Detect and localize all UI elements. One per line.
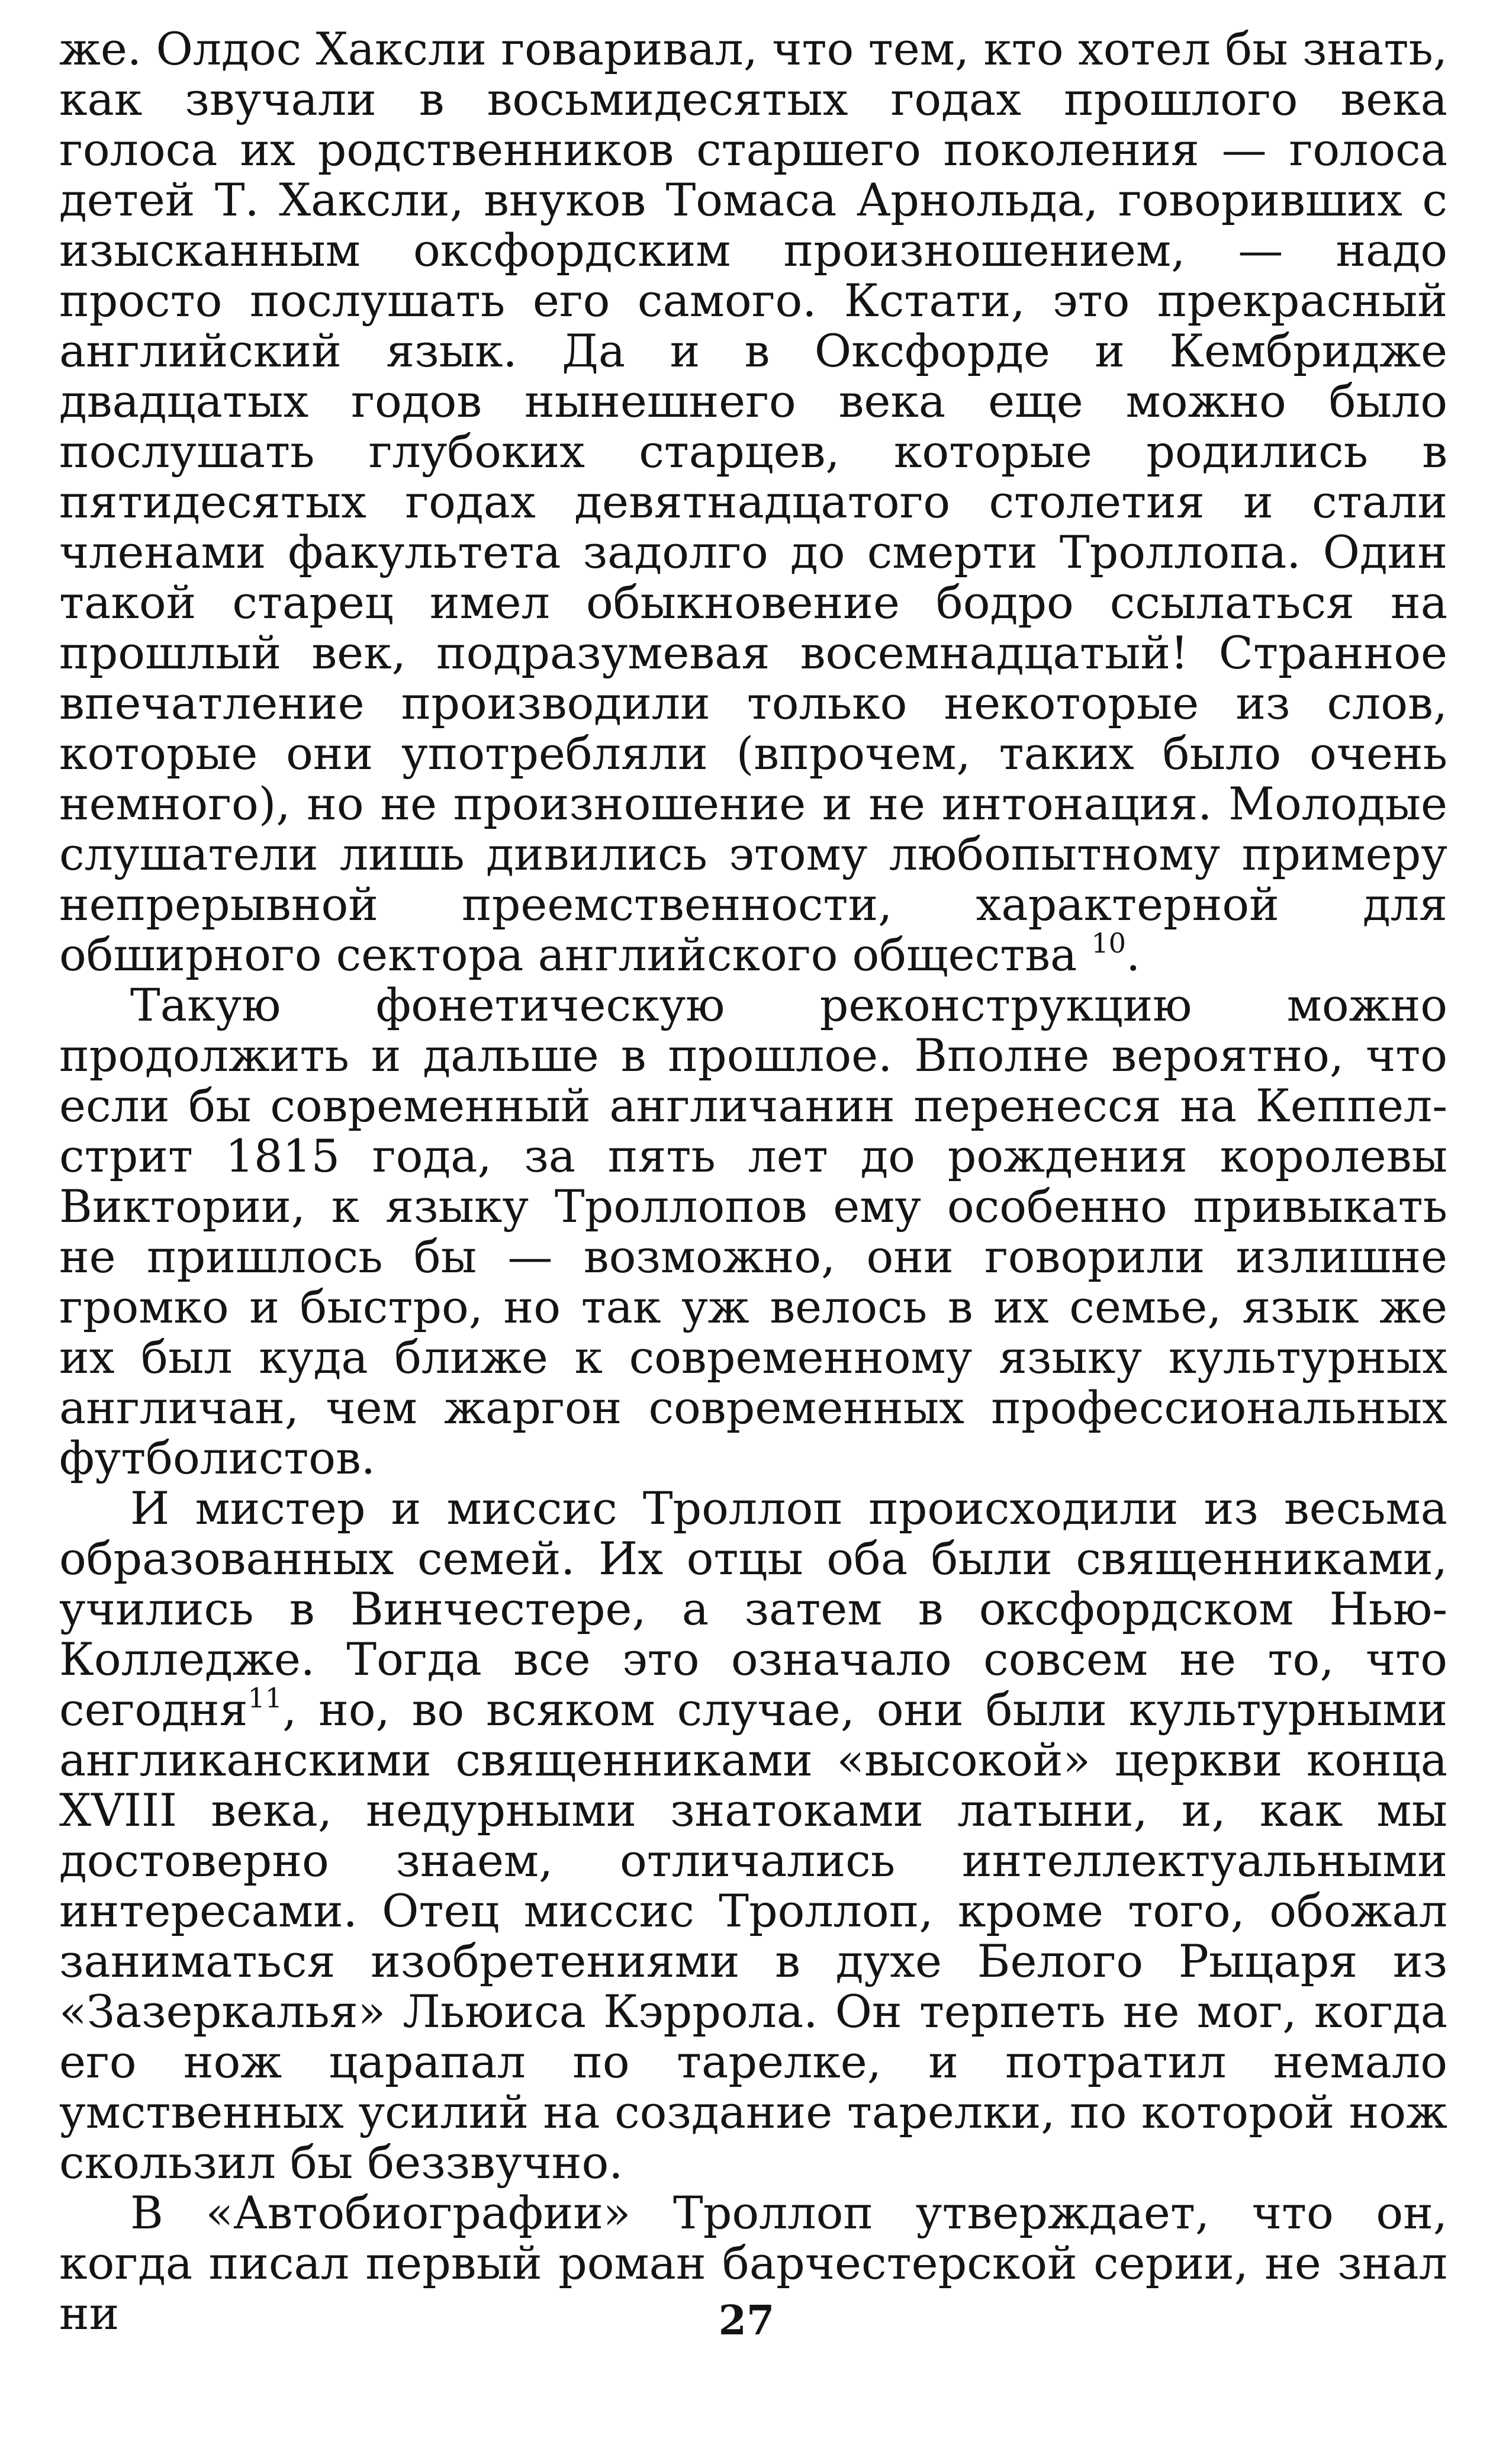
paragraph-3 bbox=[59, 1483, 1447, 2188]
paragraph-1 bbox=[59, 24, 1447, 980]
footnote-ref-10[interactable]: 10 bbox=[1091, 927, 1127, 959]
paragraph-2: Такую фонетическую реконструкцию можно продолжить и дальше в прошлое. Вполне вероятно, что если бы современный англичанин перенесся на Кеппел-стрит 1815 года, за пять лет до рождения королевы Виктории, к языку Троллопов ему особенно привыкать не пришлось бы — возможно, они говорили излишне громко и быстро, но так уж велось в их семье, язык же их был куда ближе к современному языку культурных англичан, чем жаргон современных профессиональных футболистов. bbox=[59, 979, 1447, 1484]
paragraph-1-tail: . bbox=[1126, 928, 1141, 981]
page-number: 27 bbox=[718, 2297, 775, 2344]
paragraph-1-text: же. Олдос Хаксли говаривал, что тем, кто хотел бы знать, как звучали в восьмидесятых годах прошлого века голоса их родственников старшего поколения — голоса детей Т. Хаксли, внуков Томаса Арнольда, говоривших с изысканным оксфордским произношением, — надо просто послушать его самого. Кстати, это прекрасный английский язык. Да и в Оксфорде и Кембридже двадцатых годов нынешнего века еще можно было послушать глубоких старцев, которые родились в пятидесятых годах девятнадцатого столетия и стали членами факультета задолго до смерти Троллопа. Один такой старец имел обыкновение бодро ссылаться на прошлый век, подразумевая восемнадцатый! Странное впечатление производили только некоторые из слов, которые они употребляли (впрочем, таких было очень немного), но не произношение и не интонация. Молодые слушатели лишь дивились этому любопытному примеру непрерывной преемственности, характерной для обширного сектора английского общества bbox=[59, 22, 1447, 981]
paragraph-3-tail: , но, во всяком случае, они были культурными англиканскими священниками «высокой» церкви конца XVIII века, недурными знатоками латыни, и, как мы достоверно знаем, отличались интеллектуальными интересами. Отец миссис Троллоп, кроме того, обожал заниматься изобретениями в духе Белого Рыцаря из «Зазеркалья» Льюиса Кэррола. Он терпеть не мог, когда его нож царапал по тарелке, и потратил немало умственных усилий на создание тарелки, по которой нож скользил бы беззвучно. bbox=[59, 1683, 1447, 2189]
paragraph-3-text: И мистер и миссис Троллоп происходили из весьма образованных семей. Их отцы оба были священниками, учились в Винчестере, а затем в оксфордском Нью-Колледже. Тогда все это означало совсем не то, что сегодня bbox=[59, 1482, 1447, 1736]
page-body bbox=[59, 24, 1447, 2338]
paragraph-4: В «Автобиографии» Троллоп утверждает, что он, когда писал первый роман барчестерской серии, не знал ни bbox=[59, 2186, 1447, 2340]
footnote-ref-11[interactable]: 11 bbox=[247, 1682, 283, 1714]
